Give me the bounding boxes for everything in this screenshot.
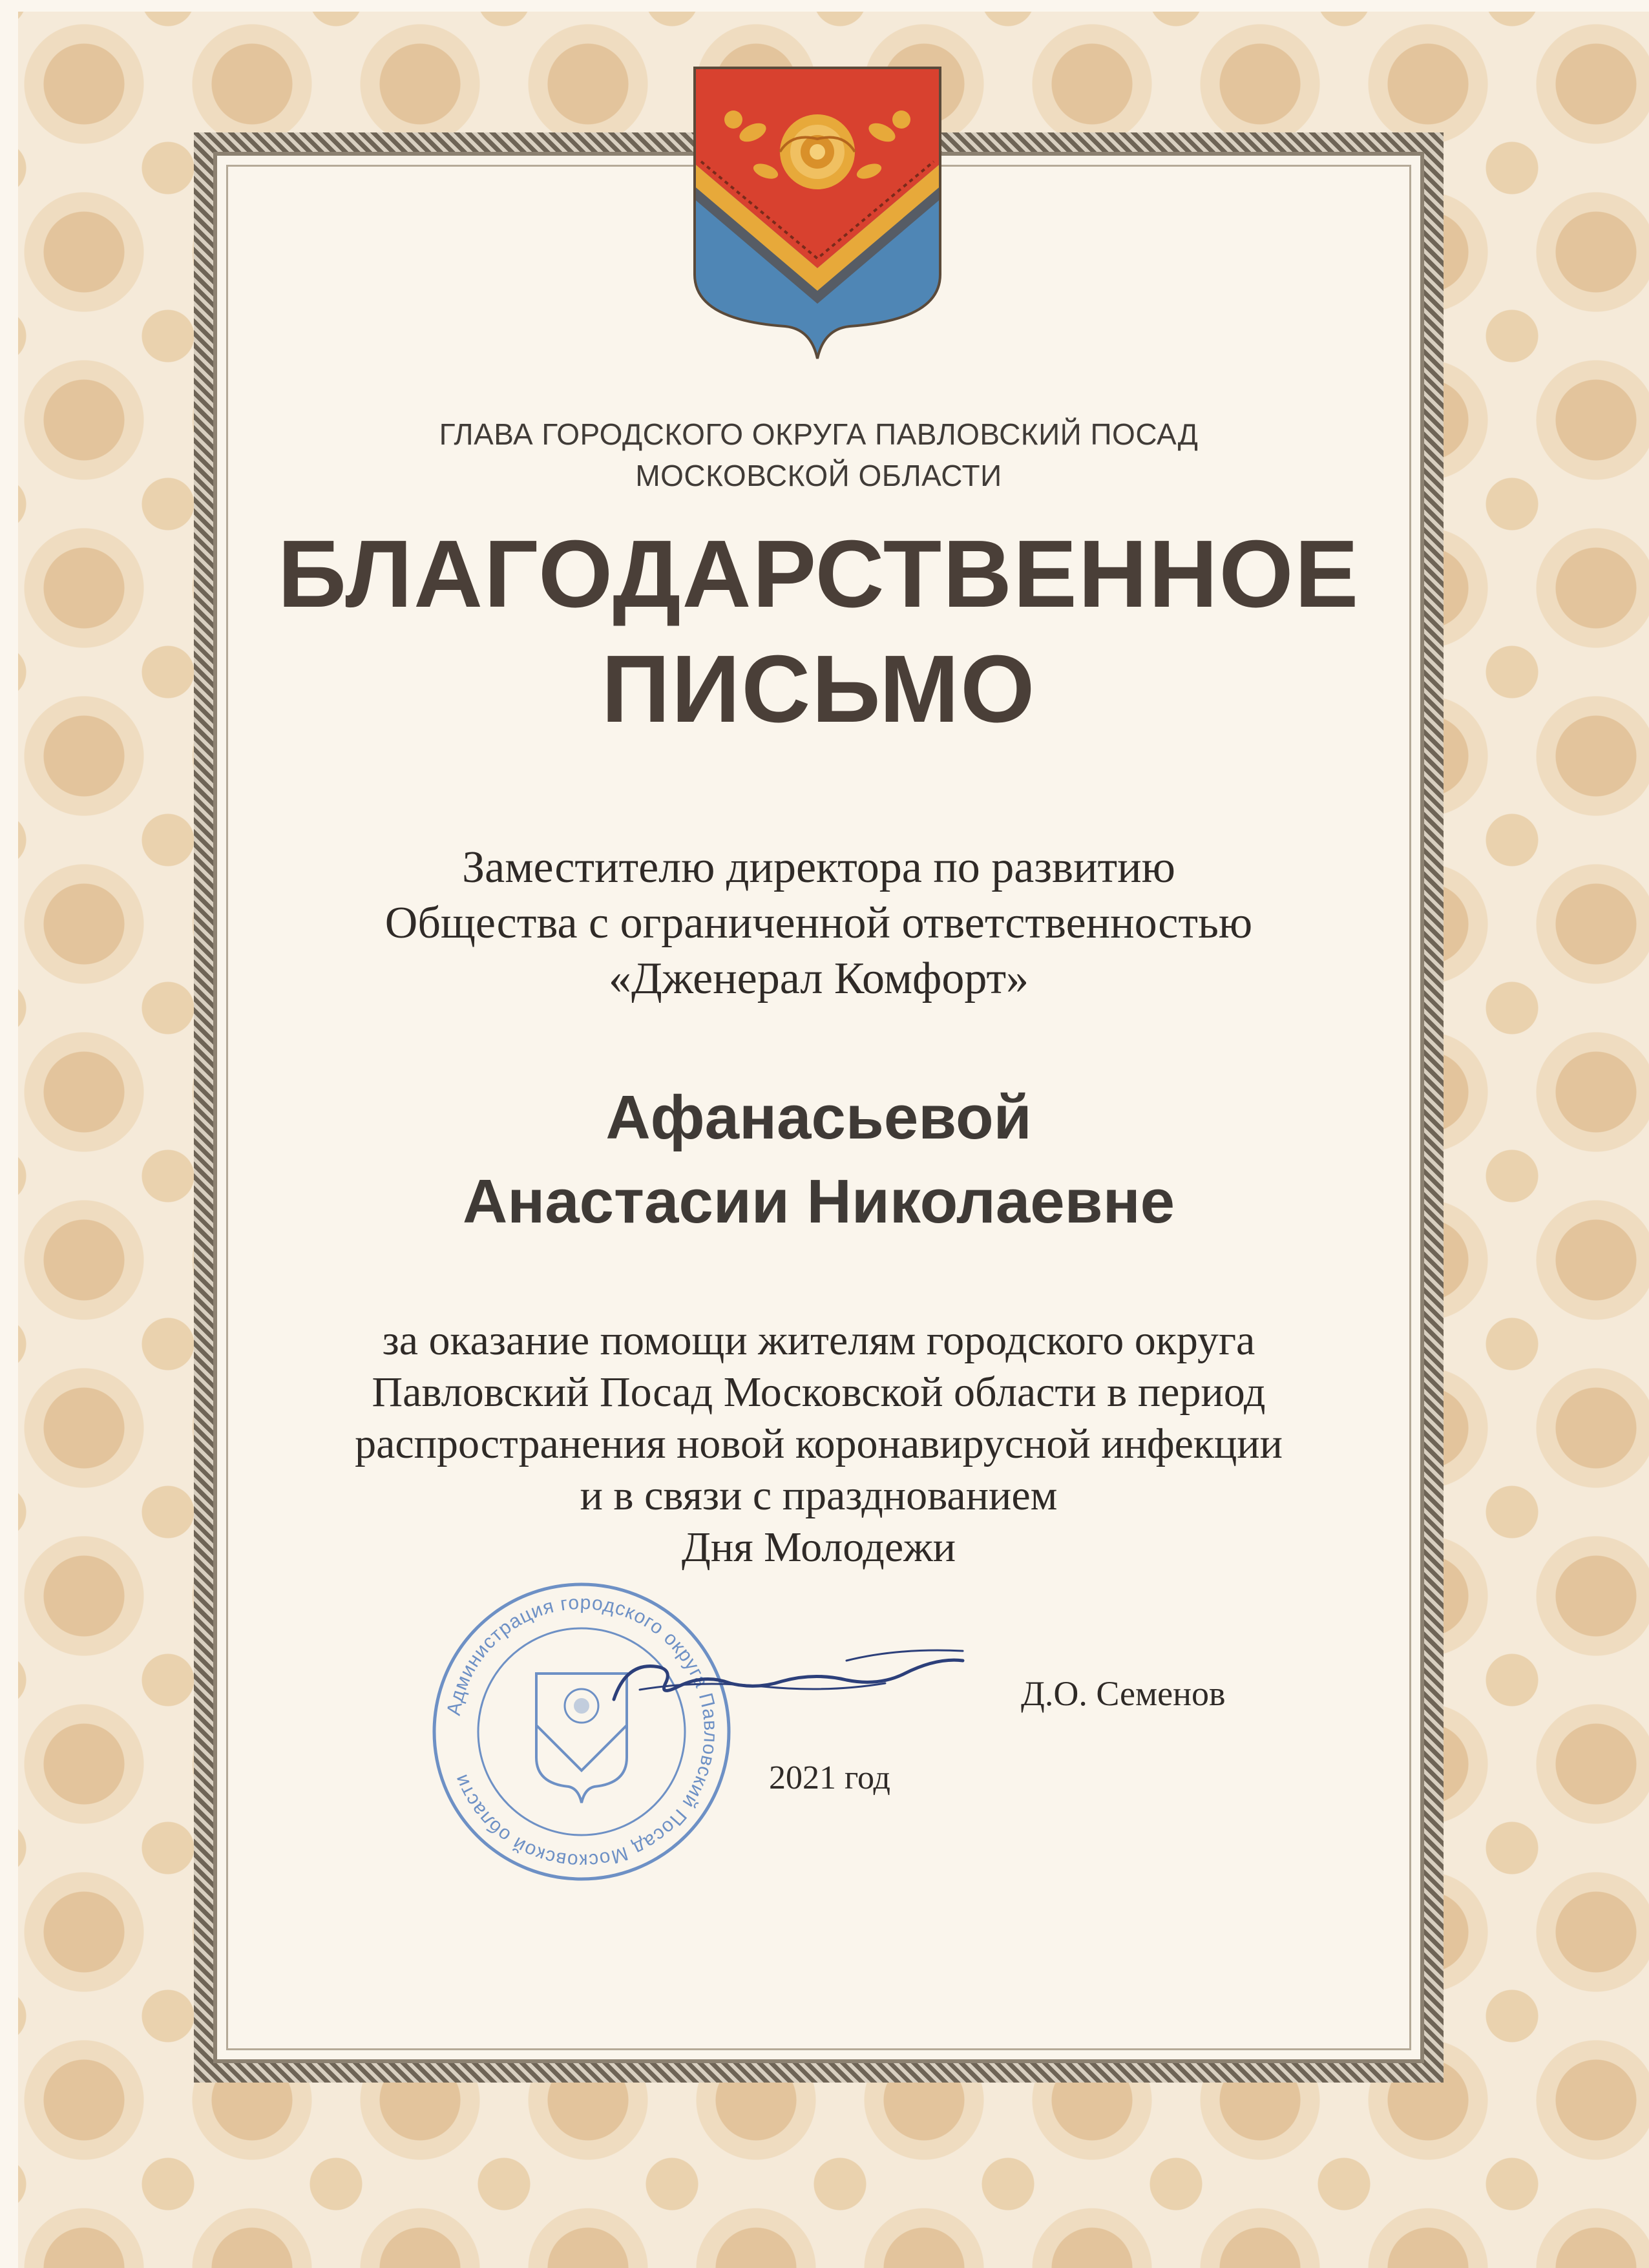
- issuer-line: ГЛАВА ГОРОДСКОГО ОКРУГА ПАВЛОВСКИЙ ПОСАД: [439, 417, 1199, 451]
- title-line: ПИСЬМО: [601, 636, 1036, 742]
- award-reason: [220, 1315, 1418, 1573]
- recipient-name: [220, 1076, 1418, 1244]
- name-line: Анастасии Николаевне: [462, 1167, 1175, 1236]
- name-line: Афанасьевой: [605, 1083, 1032, 1152]
- document-title: [220, 517, 1418, 747]
- role-line: Общества с ограниченной ответственностью: [384, 898, 1253, 948]
- role-line: «Дженерал Комфорт»: [608, 954, 1029, 1003]
- coat-of-arms-icon: [688, 61, 947, 365]
- role-line: Заместителю директора по развитию: [462, 843, 1175, 892]
- reason-line: распространения новой коронавирусной инфекции: [355, 1420, 1283, 1467]
- reason-line: за оказание помощи жителям городского округа: [382, 1317, 1255, 1364]
- issuer-heading: [220, 414, 1418, 496]
- stamp-ring-text: Администрация городского округа Павловский Посад Московской области: [443, 1591, 722, 1872]
- issue-year: 2021 год: [769, 1759, 890, 1796]
- issuer-line: МОСКОВСКОЙ ОБЛАСТИ: [635, 459, 1002, 492]
- reason-line: Павловский Посад Московской области в период: [372, 1369, 1266, 1416]
- title-line: БЛАГОДАРСТВЕННОЕ: [277, 521, 1360, 627]
- reason-line: Дня Молодежи: [681, 1524, 956, 1571]
- signer-name: Д.О. Семенов: [1021, 1674, 1226, 1713]
- reason-line: и в связи с празднованием: [580, 1472, 1058, 1519]
- recipient-role: [220, 840, 1418, 1007]
- handwritten-signature: [601, 1622, 976, 1725]
